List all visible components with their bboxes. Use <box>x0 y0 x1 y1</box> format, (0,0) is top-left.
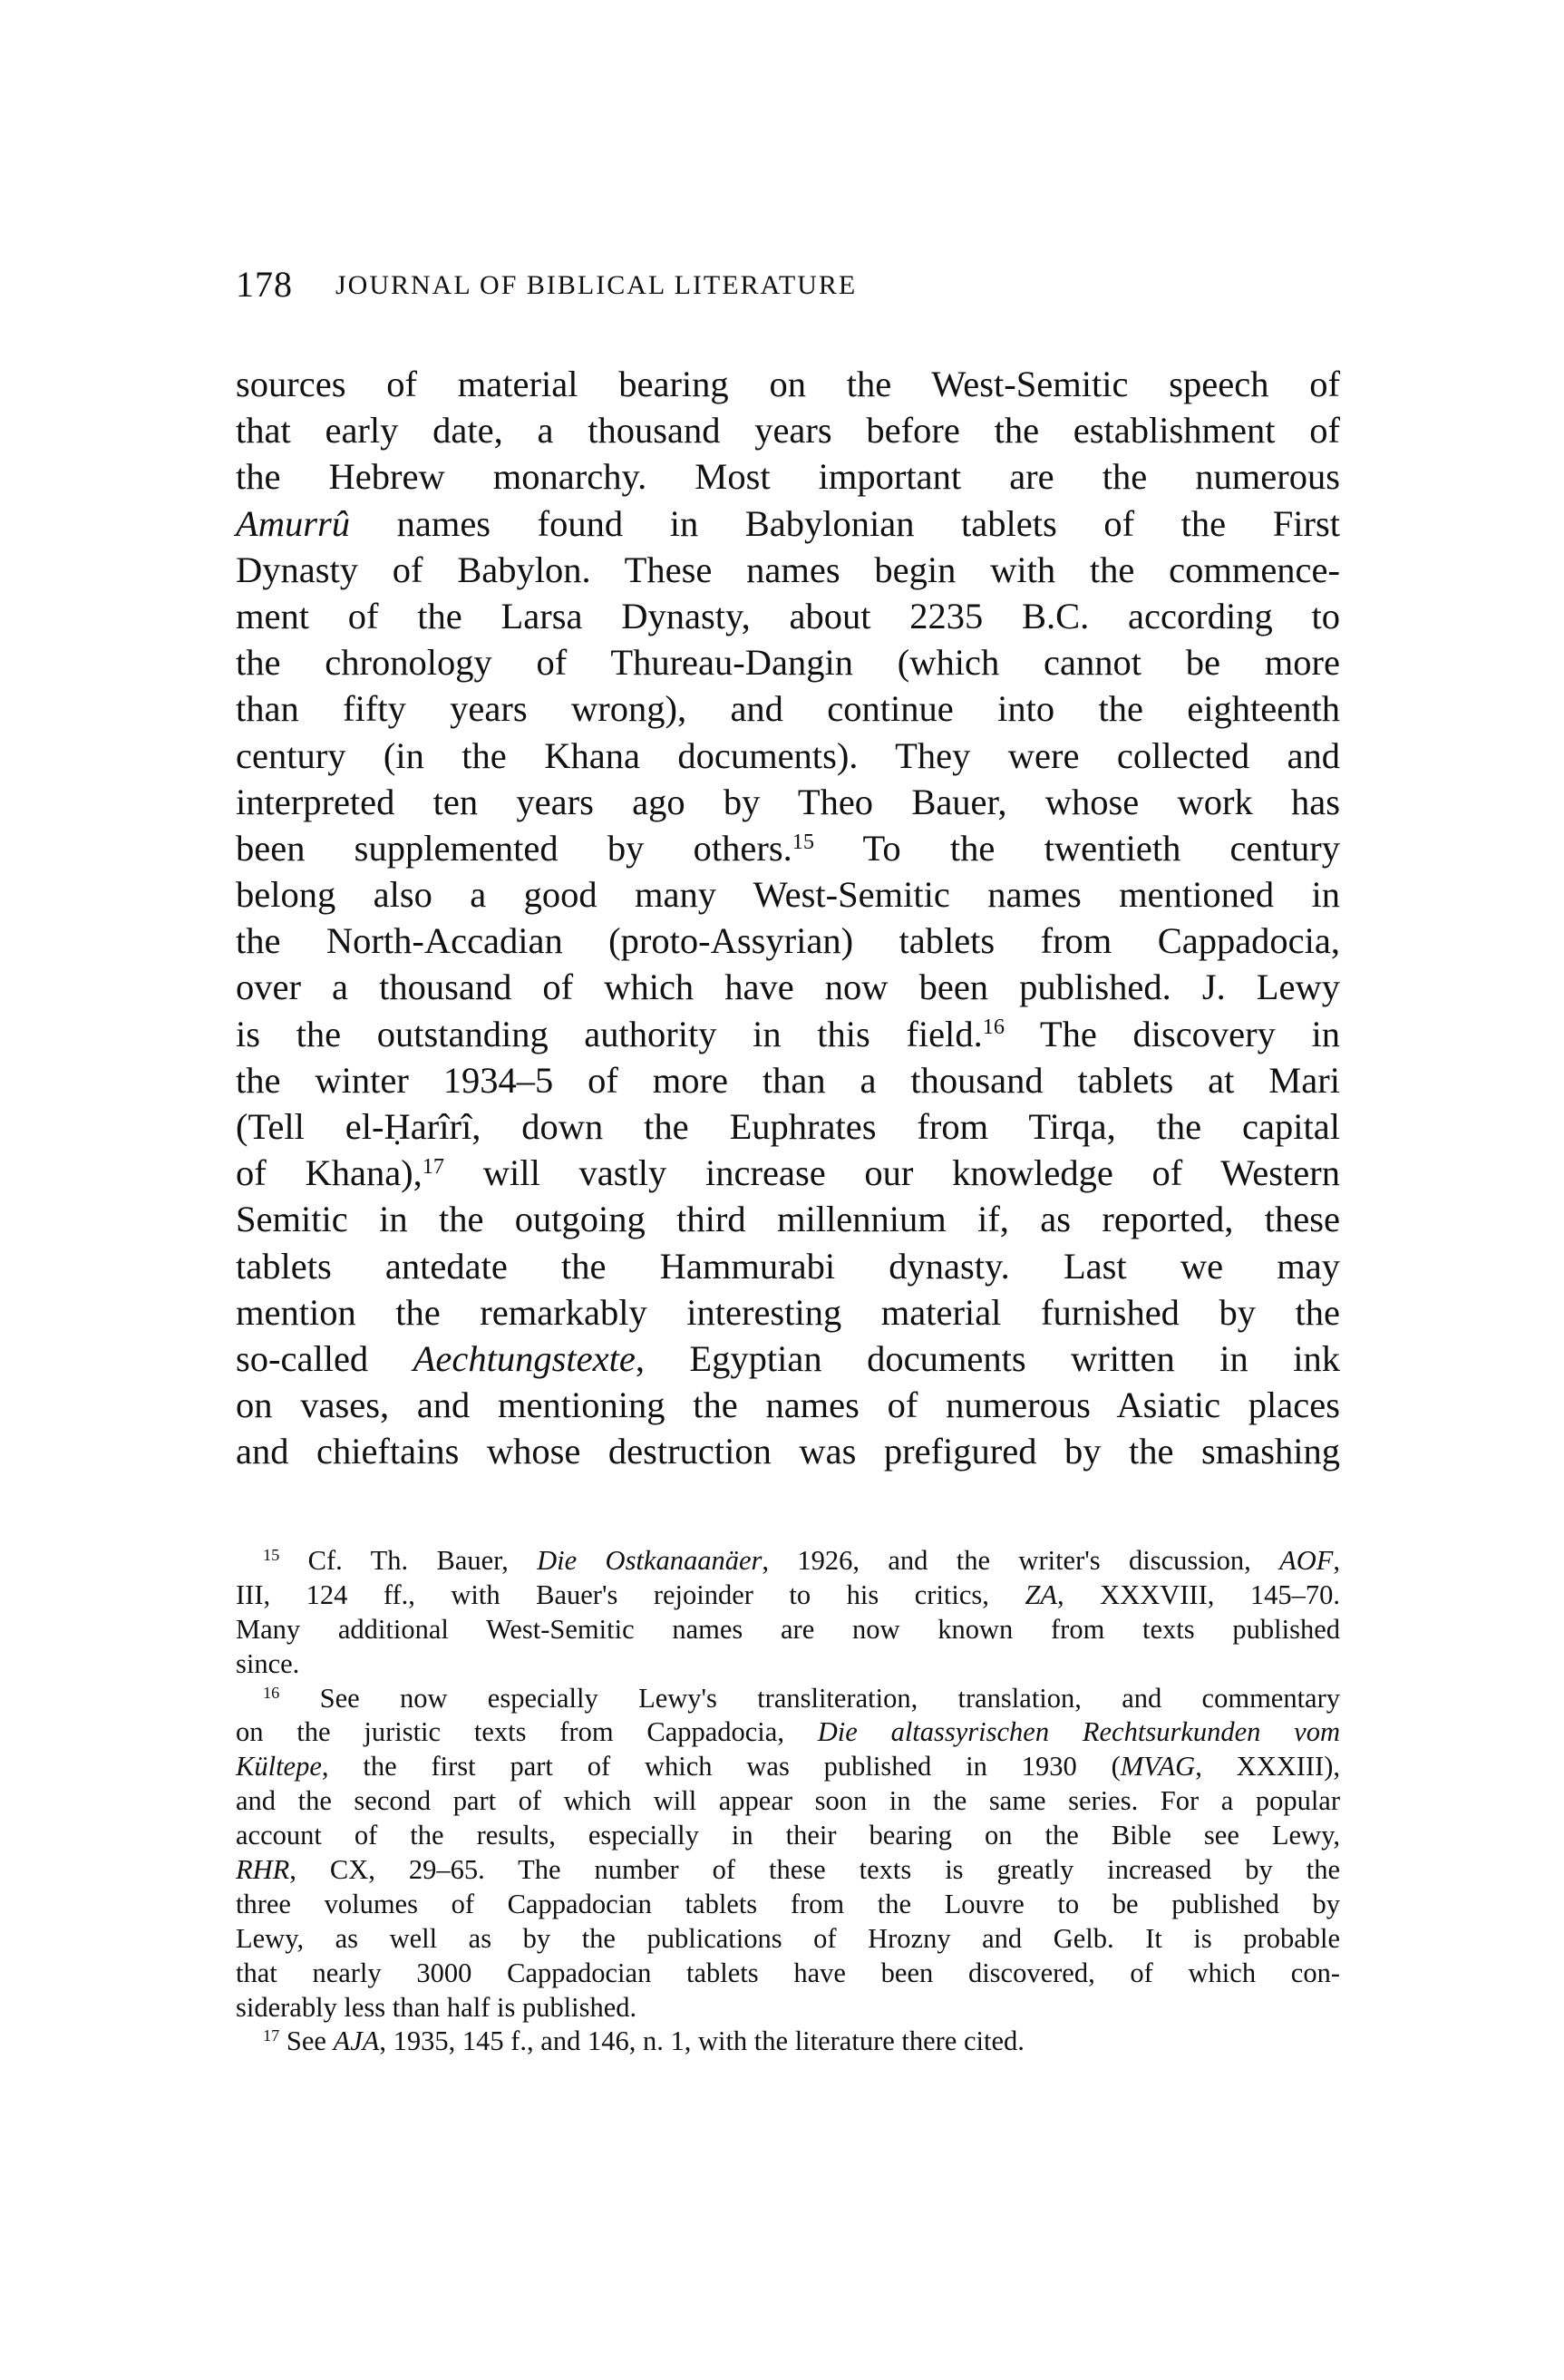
footnotes <box>236 1544 1340 2059</box>
body-line: been supplemented by others.$^{15}$ To the twentieth century <box>236 827 1340 869</box>
body-line: century (in the Khana documents). They were collected and <box>236 734 1340 776</box>
body-line: is the outstanding authority in this field.$^{16}$ The discovery in <box>236 1013 1340 1054</box>
body-line: (Tell el-Ḥarîrî, down the Euphrates from Tirqa, the capital <box>236 1106 1340 1147</box>
body-line: the winter 1934–5 of more than a thousand tablets at Mari <box>236 1059 1340 1101</box>
footnote-line: on the juristic texts from Cappadocia, Die altassyrischen Rechtsurkunden vom <box>236 1716 1340 1748</box>
footnote-text: See now especially Lewy's transliteration, translation, and commentary <box>319 1682 1340 1714</box>
footnote-marker: 16 <box>263 1683 280 1702</box>
body-line: Semitic in the outgoing third millennium if, as reported, these <box>236 1199 1340 1240</box>
body-line: on vases, and mentioning the names of numerous Asiatic places <box>236 1384 1340 1426</box>
footnote-line <box>236 2025 1340 2059</box>
body-line: belong also a good many West-Semitic names mentioned in <box>236 874 1340 916</box>
body-line: ment of the Larsa Dynasty, about 2235 B.C. according to <box>236 595 1340 636</box>
journal-title: JOURNAL OF BIBLICAL LITERATURE <box>335 270 858 300</box>
footnote-line: Kültepe, the first part of which was published in 1930 (MVAG, XXXIII), <box>236 1751 1340 1783</box>
body-line: of Khana),$^{17}$ will vastly increase our knowledge of Western <box>236 1152 1340 1194</box>
footnote-marker: 17 <box>263 2026 280 2045</box>
body-line: mention the remarkably interesting material furnished by the <box>236 1291 1340 1333</box>
body-text <box>236 361 1340 1475</box>
footnote-17 <box>236 2025 1340 2059</box>
footnote-16 <box>236 1682 1340 2025</box>
body-line: the North-Accadian (proto-Assyrian) tablets from Cappadocia, <box>236 920 1340 962</box>
running-head <box>236 263 1340 308</box>
footnote-line: since. <box>236 1647 300 1679</box>
footnote-line: and the second part of which will appear soon in the same series. For a popular <box>236 1785 1340 1817</box>
footnote-line <box>236 1544 1340 1579</box>
footnote-line: Lewy, as well as by the publications of Hrozny and Gelb. It is probable <box>236 1922 1340 1954</box>
footnote-15 <box>236 1544 1340 1682</box>
body-line: that early date, a thousand years before the establishment of <box>236 410 1340 452</box>
body-line: sources of material bearing on the West-Semitic speech of <box>236 364 1340 404</box>
footnote-line: that nearly 3000 Cappadocian tablets have been discovered, of which con- <box>236 1957 1340 1988</box>
footnote-line: siderably less than half is published. <box>236 1991 637 2023</box>
body-line: Dynasty of Babylon. These names begin with the commence- <box>236 549 1340 590</box>
footnote-text: See AJA, 1935, 145 f., and 146, n. 1, with the literature there cited. <box>286 2025 1025 2057</box>
footnote-line: RHR, CX, 29–65. The number of these texts is greatly increased by the <box>236 1854 1340 1886</box>
body-line: and chieftains whose destruction was prefigured by the smashing <box>236 1431 1340 1472</box>
footnote-text: Cf. Th. Bauer, Die Ostkanaanäer, 1926, and the writer's discussion, AOF, <box>307 1545 1341 1576</box>
body-line: interpreted ten years ago by Theo Bauer, whose work has <box>236 781 1340 822</box>
footnote-line: III, 124 ff., with Bauer's rejoinder to his critics, ZA, XXXVIII, 145–70. <box>236 1579 1341 1610</box>
body-line: the chronology of Thureau-Dangin (which cannot be more <box>236 642 1340 684</box>
footnote-line: Many additional West-Semitic names are now known from texts published <box>236 1613 1340 1645</box>
body-line: over a thousand of which have now been published. J. Lewy <box>236 967 1340 1008</box>
body-line: than fifty years wrong), and continue into the eighteenth <box>236 688 1340 730</box>
body-line: Amurrû names found in Babylonian tablets of the First <box>236 502 1340 544</box>
page-number: 178 <box>236 264 293 305</box>
footnote-marker: 15 <box>263 1545 280 1564</box>
body-line: tablets antedate the Hammurabi dynasty. Last we may <box>236 1245 1340 1287</box>
footnote-line: account of the results, especially in their bearing on the Bible see Lewy, <box>236 1820 1340 1851</box>
body-line: the Hebrew monarchy. Most important are the numerous <box>236 456 1340 498</box>
footnote-line: three volumes of Cappadocian tablets from the Louvre to be published by <box>236 1888 1340 1919</box>
footnote-line <box>236 1682 1340 1716</box>
body-line: so-called Aechtungstexte, Egyptian documents written in ink <box>236 1337 1340 1379</box>
